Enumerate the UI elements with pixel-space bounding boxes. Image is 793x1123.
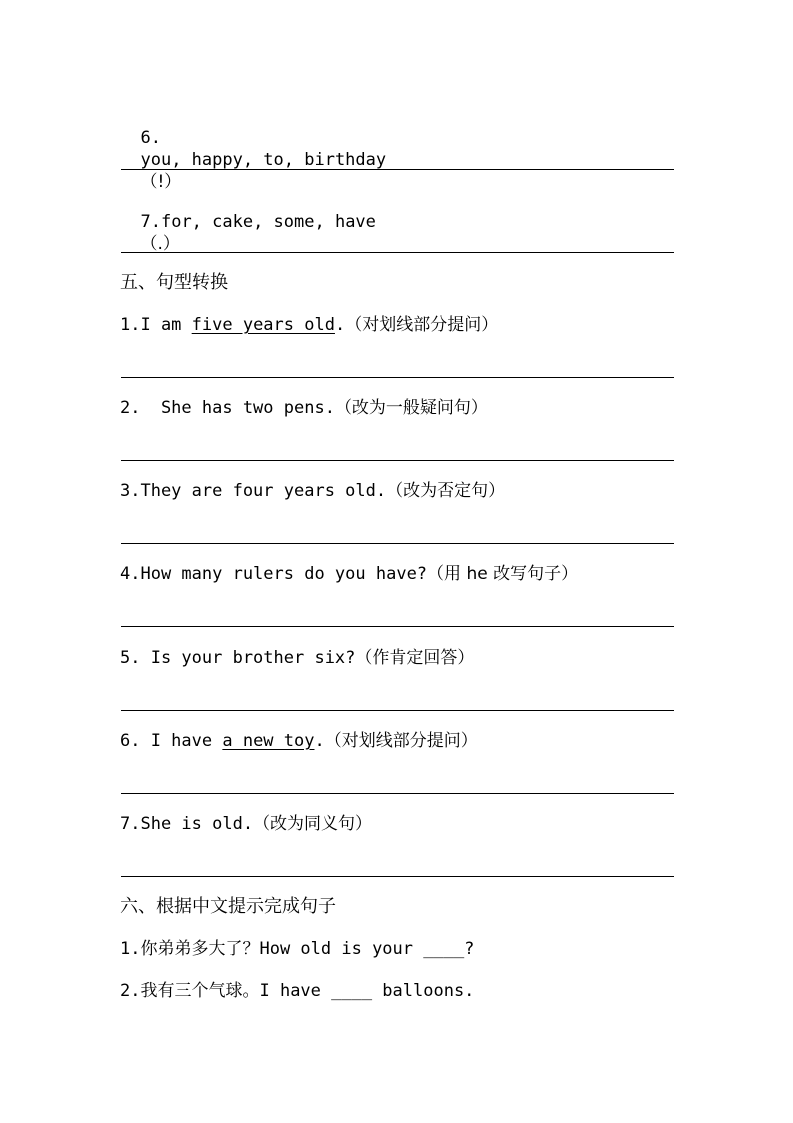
transform-question-2 [120,397,488,419]
chinese-prompt: 你弟弟多大了？ [140,939,260,959]
question-number: 7. [140,212,161,232]
transform-question-4 [120,563,578,585]
answer-line[interactable] [121,252,674,253]
question-instruction: （对划线部分提问） [345,315,499,335]
question-text: 6. I have [120,731,223,751]
question-number: 1. [120,939,141,959]
transform-question-1 [120,314,498,336]
question-text-end: . [314,731,325,751]
english-sentence: I have ____ balloons. [259,981,475,1001]
section-5-title: 五、句型转换 [120,272,228,293]
answer-line[interactable] [121,169,674,170]
underlined-phrase: a new toy [222,731,315,751]
transform-question-3 [120,480,505,502]
completion-question-1 [120,938,474,960]
question-number: 6. [140,128,161,148]
question-instruction: （用 he 改写句子） [427,564,579,584]
question-number: 2. [120,981,141,1001]
question-text: 3.They are four years old. [120,481,387,501]
transform-question-7 [120,813,372,835]
question-text: 5. Is your brother six? [120,648,356,668]
question-instruction: （改为否定句） [386,481,506,501]
question-text: 2. She has two pens. [120,398,335,418]
transform-question-5 [120,647,474,669]
question-text: 4.How many rulers do you have? [120,564,428,584]
answer-line[interactable] [121,793,674,794]
question-punctuation: （.） [140,234,180,254]
question-text-end: . [334,315,346,335]
answer-line[interactable] [121,377,674,378]
question-instruction: （对划线部分提问） [324,731,478,751]
transform-question-6 [120,730,478,752]
answer-line[interactable] [121,710,674,711]
question-words: you, happy, to, birthday [140,150,387,170]
answer-line[interactable] [121,626,674,627]
question-6-word-order [120,105,386,193]
section-6-title: 六、根据中文提示完成句子 [120,896,336,917]
answer-line[interactable] [121,543,674,544]
question-text: 7.She is old. [120,814,254,834]
question-words: for, cake, some, have [160,212,376,232]
question-text: 1.I am [120,315,192,335]
chinese-prompt: 我有三个气球。 [140,981,260,1001]
underlined-phrase: five years old [191,315,335,335]
question-instruction: （改为同义句） [253,814,373,834]
completion-question-2 [120,980,474,1002]
question-instruction: （作肯定回答） [355,648,475,668]
answer-line[interactable] [121,460,674,461]
question-punctuation: （!） [140,172,182,192]
english-sentence: How old is your ____? [259,939,475,959]
question-7-word-order [120,189,376,255]
answer-line[interactable] [121,876,674,877]
question-instruction: （改为一般疑问句） [334,398,488,418]
